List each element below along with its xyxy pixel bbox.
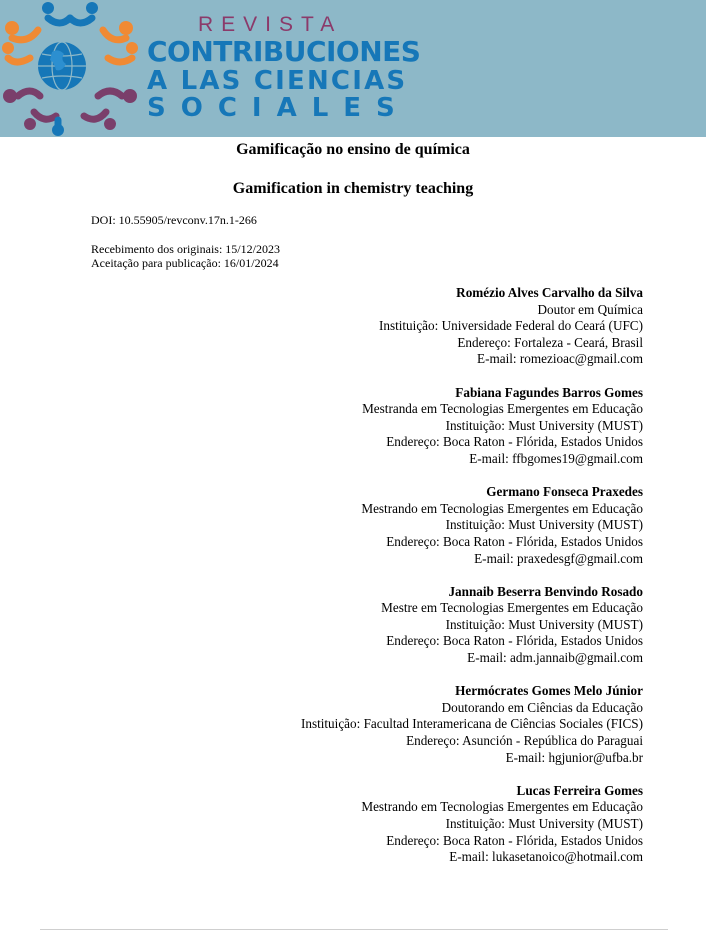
author-institution: Instituição: Universidade Federal do Ceará (UFC) [378, 318, 643, 334]
author-address: Endereço: Fortaleza - Ceará, Brasil [457, 334, 643, 350]
author-name: Lucas Ferreira Gomes [516, 782, 643, 798]
article-dates [91, 242, 280, 270]
footer-divider [40, 929, 668, 930]
author-email: E-mail: lukasetanoico@hotmail.com [449, 849, 643, 865]
author-email: E-mail: adm.jannaib@gmail.com [467, 650, 643, 666]
author-address: Endereço: Boca Raton - Flórida, Estados Unidos [386, 633, 643, 649]
author-name: Romézio Alves Carvalho da Silva [456, 285, 643, 300]
author-block [301, 285, 643, 368]
author-address: Endereço: Boca Raton - Flórida, Estados Unidos [386, 434, 643, 450]
author-block [301, 385, 643, 468]
author-degree: Doutorando em Ciências da Educação [441, 699, 643, 715]
article-doi: DOI: 10.55905/revconv.17n.1-266 [91, 213, 257, 227]
author-degree: Mestranda em Tecnologias Emergentes em Educação [362, 401, 643, 417]
article-title-en: Gamification in chemistry teaching [232, 180, 474, 197]
accepted-date: Aceitação para publicação: 16/01/2024 [91, 256, 279, 270]
journal-banner [0, 0, 706, 137]
author-name: Hermócrates Gomes Melo Júnior [455, 683, 643, 699]
author-email: E-mail: ffbgomes19@gmail.com [469, 450, 643, 466]
author-block [301, 683, 643, 766]
author-institution: Instituição: Facultad Interamericana de Ciências Sociales (FICS) [300, 716, 643, 732]
journal-name-line2: A LAS CIENCIAS [147, 66, 408, 96]
author-degree: Doutor em Química [537, 301, 643, 317]
author-address: Endereço: Boca Raton - Flórida, Estados Unidos [386, 533, 643, 549]
author-address: Endereço: Boca Raton - Flórida, Estados Unidos [386, 832, 643, 848]
author-block [301, 584, 643, 667]
journal-name-line3: SOCIALES [147, 93, 410, 123]
author-email: E-mail: hgjunior@ufba.br [505, 749, 643, 765]
author-email: E-mail: romezioac@gmail.com [477, 351, 643, 367]
author-name: Jannaib Beserra Benvindo Rosado [448, 583, 643, 599]
author-institution: Instituição: Must University (MUST) [445, 417, 643, 433]
author-email: E-mail: praxedesgf@gmail.com [474, 550, 643, 566]
author-institution: Instituição: Must University (MUST) [445, 517, 643, 533]
author-block [301, 484, 643, 567]
author-institution: Instituição: Must University (MUST) [445, 616, 643, 632]
journal-name-line1: CONTRIBUCIONES [147, 35, 421, 68]
journal-name-revista: REVISTA [198, 13, 343, 36]
author-name: Fabiana Fagundes Barros Gomes [455, 384, 643, 400]
article-title-pt: Gamificação no ensino de química [236, 141, 470, 158]
author-list [301, 285, 643, 882]
received-date: Recebimento dos originais: 15/12/2023 [91, 242, 280, 256]
author-address: Endereço: Asunción - República do Paraguai [406, 733, 643, 749]
author-degree: Mestrando em Tecnologias Emergentes em Educação [361, 500, 643, 516]
author-degree: Mestrando em Tecnologias Emergentes em Educação [361, 799, 643, 815]
author-institution: Instituição: Must University (MUST) [445, 816, 643, 831]
journal-logo-icon [0, 0, 140, 137]
author-block [301, 783, 643, 866]
author-name: Germano Fonseca Praxedes [486, 484, 643, 500]
author-degree: Mestre em Tecnologias Emergentes em Educação [381, 600, 643, 616]
